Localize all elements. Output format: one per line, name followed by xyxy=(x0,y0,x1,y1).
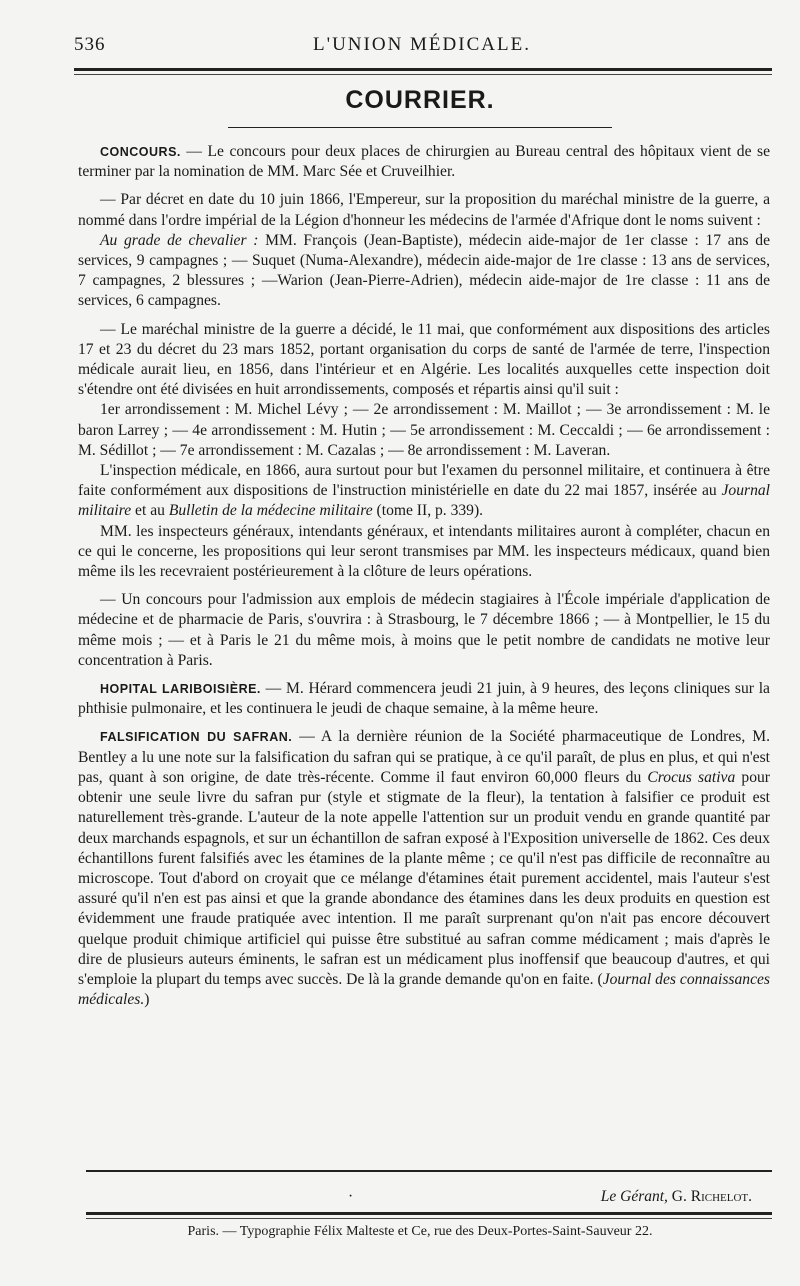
paragraph-decret xyxy=(78,190,770,230)
paragraph-inspection xyxy=(78,320,770,401)
paragraph-text: — Le maréchal ministre de la guerre a décidé, le 11 mai, que conformément aux dispositions des articles 17 et 23 du décret du 23 mars 1852, portant organisation du corps de santé de l'armée de terre, l'inspection médicale aurait lieu, en 1856, dans l'intérieur et en Algérie. Les localités auxquelles cette inspection doit s'étendre ont été divisées en huit arrondissements, composés et répartis ainsi qu'il suit : xyxy=(78,320,770,399)
footer-rule-thick xyxy=(86,1212,772,1215)
italic-text: Au grade de chevalier : xyxy=(100,231,259,249)
rubric-lariboisiere: HOPITAL LARIBOISIÈRE. xyxy=(100,682,261,697)
header-rule-thin xyxy=(74,74,772,75)
article-body xyxy=(78,142,770,1010)
paragraph-text: (tome II, p. 339). xyxy=(372,502,484,520)
paragraph-text: — Un concours pour l'admission aux emplois de médecin stagiaires à l'École impériale d'application de médecine et de pharmacie de Paris, s'ouvrira : à Strasbourg, le 7 décembre 1866 ; — à Montpellier, le 15 du même mois ; — et à Paris le 21 du même mois, à moins que le petit nombre de candidats ne motive leur concentration à Paris. xyxy=(78,591,770,669)
section-title-rule xyxy=(228,127,612,128)
printer-imprint: Paris. — Typographie Félix Malteste et Ce, rue des Deux-Portes-Saint-Sauveur 22. xyxy=(187,1224,653,1239)
journal-title: L'UNION MÉDICALE. xyxy=(313,34,531,55)
paragraph-text: — Le concours pour deux places de chirurgien au Bureau central des hôpitaux vient de se terminer par la nomination de MM. Marc Sée et Cruveilhier. xyxy=(78,143,770,181)
page-number: 536 xyxy=(74,34,106,55)
page-header xyxy=(74,34,770,60)
rubric-concours: CONCOURS. xyxy=(100,145,181,159)
footer-rule-top xyxy=(86,1170,772,1172)
paragraph-text: MM. François (Jean-Baptiste), médecin aide-major de 1er classe : 17 ans de services, 9 campagnes ; — Suquet (Numa-Alexandre), médecin aide-major de 1re classe : 13 ans de services, 7 campagnes, 2 blessures ; —Warion (Jean-Pierre-Adrien), médecin aide-major de 1re classe : 11 ans de services, 6 campagnes. xyxy=(78,231,770,310)
signature-label: Le Gérant, xyxy=(600,1188,668,1205)
footer-rule-thin xyxy=(86,1218,772,1219)
italic-text: Crocus sativa xyxy=(647,768,736,786)
paragraph-inspection-1866 xyxy=(78,461,770,522)
rubric-safran: FALSIFICATION DU SAFRAN. xyxy=(100,730,293,745)
divider-dot: · xyxy=(348,1188,354,1205)
paragraph-arrondissements xyxy=(78,400,770,461)
signature-line xyxy=(78,1188,752,1206)
paragraph-inspecteurs xyxy=(78,522,770,583)
paragraph-text: — A la dernière réunion de la Société pharmaceutique de Londres, M. Bentley a lu une note sur la falsification du safran qui se pratique, à ce qu'il paraît, de plus en plus, et qui n'est pas, quant à son origine, de date très-récente. Comme il faut environ 60,000 fleurs du xyxy=(78,728,770,786)
section-title: COURRIER. xyxy=(345,86,495,114)
paragraph-text: MM. les inspecteurs généraux, intendants généraux, et intendants militaires auront à compléter, chacun en ce qui le concerne, les propositions qui leur seront transmises par MM. les inspecteurs médicaux, quand bien même ils les recevraient postérieurement à la clôture de leurs opérations. xyxy=(78,522,770,581)
paragraph-concours xyxy=(78,142,770,182)
paragraph-text: — M. Hérard commencera jeudi 21 juin, à 9 heures, des leçons cliniques sur la phthisie pulmonaire, et les continuera le jeudi de chaque semaine, à la même heure. xyxy=(78,680,770,718)
italic-text: Bulletin de la médecine militaire xyxy=(168,502,373,520)
paragraph-text: 1er arrondissement : M. Michel Lévy ; — 2e arrondissement : M. Maillot ; — 3e arrondissement : M. le baron Larrey ; — 4e arrondissement : M. Hutin ; — 5e arrondissement : M. Ceccaldi ; — 6e arrondissement : M. Sédillot ; — 7e arrondissement : M. Cazalas ; — 8e arrondissement : M. Laveran. xyxy=(78,401,770,459)
paragraph-safran xyxy=(78,727,770,1010)
paragraph-text: — Par décret en date du 10 juin 1866, l'Empereur, sur la proposition du maréchal ministre de la guerre, a nommé dans l'ordre impérial de la Légion d'honneur les médecins de l'armée d'Afrique dont le noms suivent : xyxy=(78,191,770,229)
italic-text: Journal militaire xyxy=(78,482,770,520)
paragraph-lariboisiere xyxy=(78,679,770,719)
paragraph-text: ) xyxy=(144,991,150,1009)
paragraph-text: et au xyxy=(131,502,169,520)
signature-name: G. Richelot. xyxy=(667,1188,752,1205)
paragraph-text: L'inspection médicale, en 1866, aura surtout pour but l'examen du personnel militaire, et continuera à être faite conformément aux dispositions de l'instruction ministérielle en date du 22 mai 1857, insérée au xyxy=(78,462,770,500)
paragraph-concours-stagiaires xyxy=(78,590,770,671)
header-rule-thick xyxy=(74,68,772,71)
paragraph-text: pour obtenir une seule livre du safran pur (style et stigmate de la fleur), la tentation à falsifier ce produit est naturellement très-grande. L'auteur de la note appelle l'attention sur un produit vendu en grande quantité par deux marchands espagnols, et sur un échantillon de safran exposé à l'Exposition universelle de 1862. Ces deux échantillons furent falsifiés avec les étamines de la plante même ; ce qu'il n'est pas difficile de reconnaître au microscope. Tout d'abord on croyait que ce mélange d'étamines était purement accidentel, mais l'auteur s'est assuré qu'il n'en est pas ainsi et que la grande abondance des étamines dans les deux produits en question est évidemment une fraude pratiquée avec intention. Il me paraît surprenant qu'on n'ait pas encore découvert quelque produit chimique artificiel qui puisse être substitué au safran comme médicament ; mais d'après le dire de plusieurs auteurs éminents, le safran est un médicament plus inoffensif que beaucoup d'autres, et qui s'emploie la plupart du temps avec succès. De là la grande demande qu'on en faite. ( xyxy=(78,768,770,988)
italic-text: Journal des connaissances médicales. xyxy=(78,970,770,1009)
paragraph-chevalier xyxy=(78,231,770,312)
